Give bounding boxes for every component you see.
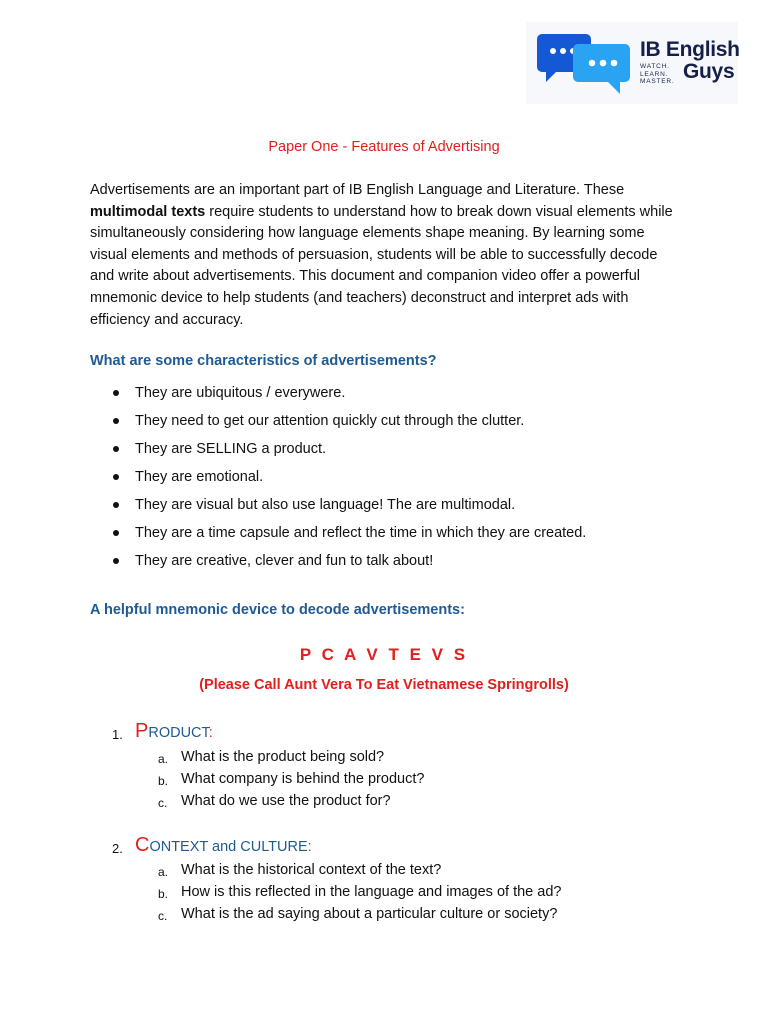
intro-text-2: require students to understand how to break down visual elements while simultaneously considering how language elements shape meaning. By learning some visual elements and methods of persuasion, students will be able to successfully decode and write about advertisements. This document and companion video offer a powerful mnemonic device to help students (and teachers) deconstruct and interpret ads with efficiency and accuracy.	[90, 203, 673, 328]
logo-guys: Guys	[683, 60, 735, 83]
section-number: 2.	[112, 841, 123, 856]
section-colon: :	[208, 725, 213, 741]
bullet-icon	[113, 446, 119, 452]
list-item-text: They need to get our attention quickly cut through the clutter.	[135, 413, 525, 429]
list-item-text: They are ubiquitous / everywere.	[135, 385, 346, 401]
question-text: What do we use the product for?	[181, 793, 391, 809]
list-item-text: They are emotional.	[135, 469, 264, 485]
bullet-icon	[113, 502, 119, 508]
section-title	[135, 720, 213, 743]
question-text: What is the product being sold?	[181, 749, 385, 765]
list-item	[90, 439, 690, 467]
question-text: How is this reflected in the language and images of the ad?	[181, 884, 562, 900]
section-initial: P	[135, 720, 149, 742]
question-letter: c.	[158, 909, 168, 923]
logo-title: IB English	[640, 38, 740, 61]
mnemonic-expansion: (Please Call Aunt Vera To Eat Vietnamese Springrolls)	[199, 677, 569, 693]
logo-tagline: WATCH. LEARN. MASTER.	[640, 63, 675, 85]
mnemonic-heading: A helpful mnemonic device to decode advertisements:	[90, 602, 465, 618]
list-item-text: They are a time capsule and reflect the time in which they are created.	[135, 525, 587, 541]
list-item	[90, 551, 690, 579]
question-text: What is the historical context of the text?	[181, 862, 442, 878]
bullet-icon	[113, 558, 119, 564]
question-text: What is the ad saying about a particular culture or society?	[181, 906, 558, 922]
section-title-rest: RODUCT	[148, 725, 209, 741]
list-item	[90, 495, 690, 523]
intro-bold-term: multimodal texts	[90, 203, 206, 220]
section-initial: C	[135, 834, 150, 856]
intro-text-1: Advertisements are an important part of IB English Language and Literature. These	[90, 182, 625, 198]
bullet-icon	[113, 418, 119, 424]
brand-logo	[526, 22, 738, 104]
question-letter: b.	[158, 887, 169, 901]
question-text: What company is behind the product?	[181, 771, 425, 787]
mnemonic-acronym: P C A V T E V S	[299, 645, 469, 664]
bullet-icon	[113, 474, 119, 480]
list-item	[90, 523, 690, 551]
list-item	[90, 467, 690, 495]
characteristics-heading: What are some characteristics of advertisements?	[90, 353, 437, 369]
characteristics-list	[90, 383, 690, 579]
question-letter: a.	[158, 865, 169, 879]
bullet-icon	[113, 390, 119, 396]
section-number: 1.	[112, 727, 123, 742]
section-title-rest: ONTEXT and CULTURE	[149, 839, 308, 855]
list-item	[90, 383, 690, 411]
intro-paragraph	[90, 180, 680, 331]
question-letter: c.	[158, 796, 168, 810]
list-item	[90, 411, 690, 439]
chat-bubbles-icon	[536, 30, 636, 100]
document-title: Paper One - Features of Advertising	[268, 139, 500, 155]
bullet-icon	[113, 530, 119, 536]
section-colon: :	[307, 839, 312, 855]
section-title	[135, 834, 312, 857]
question-letter: b.	[158, 774, 169, 788]
list-item-text: They are visual but also use language! The are multimodal.	[135, 497, 516, 513]
list-item-text: They are creative, clever and fun to talk about!	[135, 553, 434, 569]
list-item-text: They are SELLING a product.	[135, 441, 327, 457]
question-letter: a.	[158, 752, 169, 766]
